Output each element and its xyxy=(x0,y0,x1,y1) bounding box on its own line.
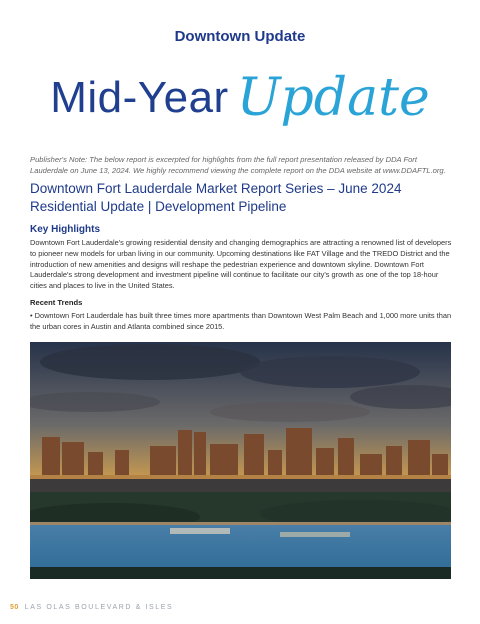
publication-name: LAS OLAS BOULEVARD & ISLES xyxy=(24,604,174,611)
headline-script: Update xyxy=(236,68,430,128)
report-title-line1: Downtown Fort Lauderdale Market Report Series – June 2024 xyxy=(30,181,402,196)
page-footer xyxy=(10,604,173,611)
headline-plain: Mid-Year xyxy=(50,73,229,122)
skyline-photo xyxy=(30,342,451,579)
headline xyxy=(0,68,480,128)
recent-trends-bullet: • Downtown Fort Lauderdale has built three times more apartments than Downtown West Palm Beach and 1,000 more units than the urban cores in Austin and Atlanta combined since 2015. xyxy=(30,311,452,331)
report-title xyxy=(30,180,460,216)
report-title-line2: Residential Update | Development Pipeline xyxy=(30,199,287,214)
section-title: Downtown Update xyxy=(174,28,306,45)
key-highlights-body: Downtown Fort Lauderdale's growing residential density and changing demographics are attracting a renowned list of developers to pioneer new models for urban living in our community. Upcoming destinations like FAT Village and the TREDO District and the introduction of new amenities and designs will reshape the pedestrian experience and downtown skyline. Downtown Fort Lauderdale's strong development and investment pipeline will continue to facilitate our city's growth as one of the top 18-hour cities and places to live in the United States. xyxy=(30,238,452,291)
recent-trends-heading: Recent Trends xyxy=(30,298,83,307)
publisher-note: Publisher's Note: The below report is excerpted for highlights from the full report presentation released by DDA Fort Lauderdale on June 13, 2024. We highly recommend viewing the complete report on the DDA website at www.DDAFTL.org. xyxy=(30,155,446,175)
key-highlights-heading: Key Highlights xyxy=(30,224,101,235)
page-number: 50 xyxy=(10,604,19,611)
